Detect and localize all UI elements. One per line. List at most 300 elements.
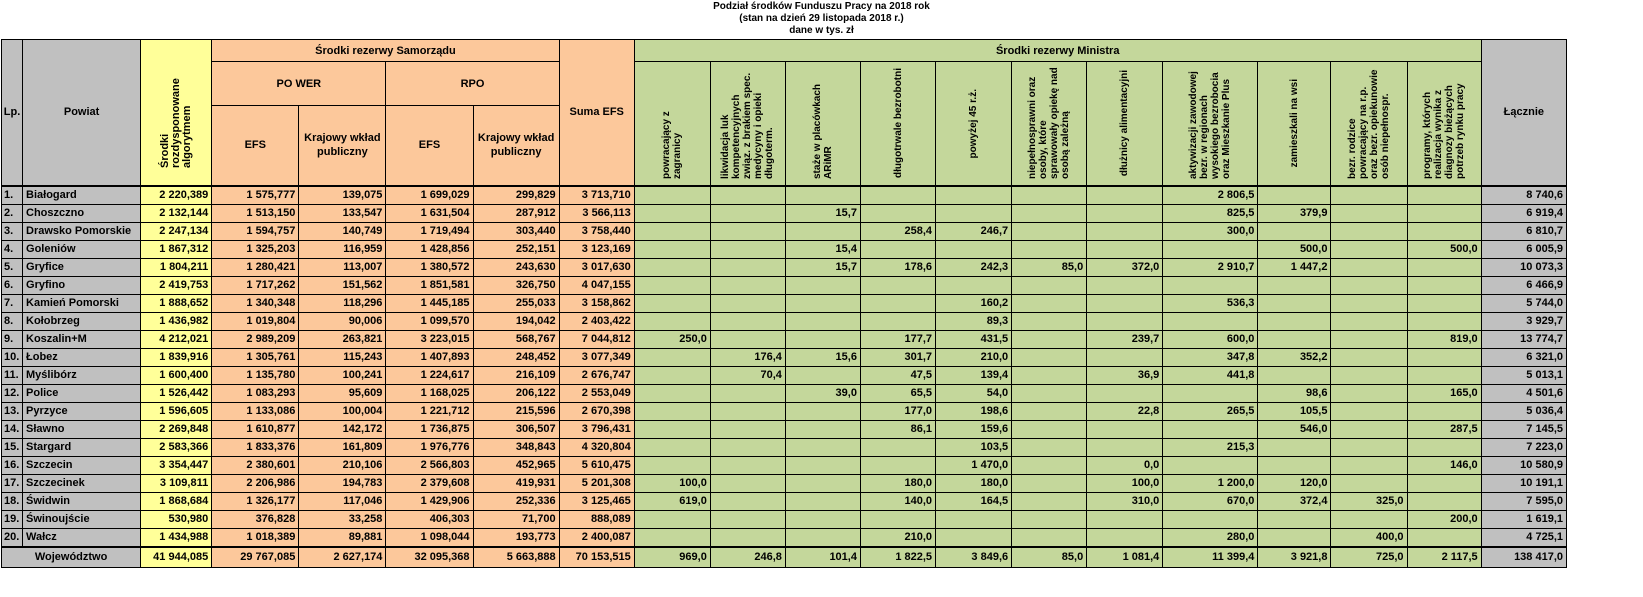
row-value <box>1407 348 1481 366</box>
table-row <box>2 258 1567 276</box>
row-lp: 7. <box>2 294 23 312</box>
row-value: 210,0 <box>860 528 935 547</box>
row-value: 242,3 <box>936 258 1012 276</box>
row-value: 246,7 <box>936 222 1012 240</box>
row-value <box>634 348 710 366</box>
row-value: 210,106 <box>299 456 386 474</box>
table-row <box>2 294 1567 312</box>
row-value: 4 212,021 <box>141 330 212 348</box>
total-value: 1 081,4 <box>1087 547 1163 568</box>
row-value: 1 428,856 <box>386 240 473 258</box>
row-value: 178,6 <box>860 258 935 276</box>
row-value <box>1163 240 1258 258</box>
table-row <box>2 474 1567 492</box>
row-value: 100,0 <box>634 474 710 492</box>
row-value: 6 321,0 <box>1481 348 1566 366</box>
row-value <box>1012 456 1087 474</box>
row-value <box>1087 276 1163 294</box>
header-rpo-efs: EFS <box>386 106 473 186</box>
table-row <box>2 492 1567 510</box>
row-value: 2 220,389 <box>141 186 212 205</box>
row-value: 1 600,400 <box>141 366 212 384</box>
row-value: 10 073,3 <box>1481 258 1566 276</box>
row-lp: 14. <box>2 420 23 438</box>
row-value: 165,0 <box>1407 384 1481 402</box>
row-powiat: Police <box>23 384 141 402</box>
row-value <box>1163 510 1258 528</box>
row-value <box>1087 240 1163 258</box>
row-value <box>1012 240 1087 258</box>
row-value <box>1012 438 1087 456</box>
header-m-long-term-unemployed: długotrwale bezrobotni <box>860 62 935 186</box>
row-value <box>634 276 710 294</box>
row-value: 164,5 <box>936 492 1012 510</box>
fund-allocation-table <box>1 39 1567 568</box>
row-value: 3 929,7 <box>1481 312 1566 330</box>
row-value: 265,5 <box>1163 402 1258 420</box>
row-value <box>1012 348 1087 366</box>
row-value <box>785 330 860 348</box>
row-value: 3 713,710 <box>559 186 634 205</box>
row-value <box>1407 222 1481 240</box>
row-value <box>1087 384 1163 402</box>
row-value: 5 201,308 <box>559 474 634 492</box>
row-value: 280,0 <box>1163 528 1258 547</box>
row-value <box>936 510 1012 528</box>
row-value: 406,303 <box>386 510 473 528</box>
row-value <box>1331 186 1407 205</box>
row-lp: 10. <box>2 348 23 366</box>
row-value: 1 326,177 <box>212 492 299 510</box>
row-value: 1 436,982 <box>141 312 212 330</box>
row-value <box>1012 312 1087 330</box>
row-powiat: Gryfino <box>23 276 141 294</box>
row-value: 2 400,087 <box>559 528 634 547</box>
row-value <box>785 456 860 474</box>
row-value: 2 132,144 <box>141 204 212 222</box>
total-value: 32 095,368 <box>386 547 473 568</box>
row-value: 193,773 <box>473 528 559 547</box>
row-value <box>710 492 785 510</box>
total-value: 11 399,4 <box>1163 547 1258 568</box>
row-value <box>785 222 860 240</box>
row-value: 2 670,398 <box>559 402 634 420</box>
row-value: 819,0 <box>1407 330 1481 348</box>
row-value: 1 445,185 <box>386 294 473 312</box>
total-value: 85,0 <box>1012 547 1087 568</box>
total-value: 725,0 <box>1331 547 1407 568</box>
row-value: 22,8 <box>1087 402 1163 420</box>
row-value: 5 610,475 <box>559 456 634 474</box>
row-value <box>1258 528 1331 547</box>
table-row <box>2 348 1567 366</box>
row-value: 306,507 <box>473 420 559 438</box>
row-value: 1 099,570 <box>386 312 473 330</box>
row-value: 6 466,9 <box>1481 276 1566 294</box>
row-value: 1 380,572 <box>386 258 473 276</box>
row-value <box>1407 438 1481 456</box>
row-value: 825,5 <box>1163 204 1258 222</box>
row-value: 115,243 <box>299 348 386 366</box>
header-algorithm: Środki rozdysponowane algorytmem <box>141 40 212 186</box>
row-value: 243,630 <box>473 258 559 276</box>
title-line-3: dane w tys. zł <box>789 25 854 36</box>
row-value: 1 610,877 <box>212 420 299 438</box>
header-m-competence-gaps: likwidacja luk kompetencyjnych związ. z brakiem spec. medycyny i opieki długoterm. <box>710 62 785 186</box>
row-value <box>1407 312 1481 330</box>
row-value <box>1331 438 1407 456</box>
header-m-parents-carers: bezr. rodzice powracający na r.p. oraz bezr. opiekunowie osób niepełnospr. <box>1331 62 1407 186</box>
row-value <box>1087 348 1163 366</box>
row-value: 546,0 <box>1258 420 1331 438</box>
row-value <box>1087 186 1163 205</box>
row-lp: 2. <box>2 204 23 222</box>
row-value <box>634 528 710 547</box>
row-value <box>1087 222 1163 240</box>
row-value: 120,0 <box>1258 474 1331 492</box>
row-value: 146,0 <box>1407 456 1481 474</box>
row-value: 3 077,349 <box>559 348 634 366</box>
row-value: 348,843 <box>473 438 559 456</box>
row-value <box>1407 204 1481 222</box>
row-value: 1 168,025 <box>386 384 473 402</box>
header-po-wer: PO WER <box>212 62 386 106</box>
header-lacznie: Łącznie <box>1481 40 1566 186</box>
total-value: 3 849,6 <box>936 547 1012 568</box>
row-value: 85,0 <box>1012 258 1087 276</box>
row-value: 5 013,1 <box>1481 366 1566 384</box>
row-value <box>785 492 860 510</box>
row-value: 252,336 <box>473 492 559 510</box>
row-value <box>634 186 710 205</box>
total-value: 138 417,0 <box>1481 547 1566 568</box>
row-value: 33,258 <box>299 510 386 528</box>
header-powerw-efs: EFS <box>212 106 299 186</box>
row-value <box>785 420 860 438</box>
row-value: 1 019,804 <box>212 312 299 330</box>
row-lp: 19. <box>2 510 23 528</box>
header-minister-reserve: Środki rezerwy Ministra <box>634 40 1481 62</box>
row-value <box>710 294 785 312</box>
row-powiat: Wałcz <box>23 528 141 547</box>
row-value: 1 098,044 <box>386 528 473 547</box>
row-powiat: Myślibórz <box>23 366 141 384</box>
total-value: 41 944,085 <box>141 547 212 568</box>
table-row <box>2 438 1567 456</box>
row-value: 3 109,811 <box>141 474 212 492</box>
row-value <box>785 510 860 528</box>
row-value <box>710 528 785 547</box>
row-value: 2 583,366 <box>141 438 212 456</box>
row-value: 2 380,601 <box>212 456 299 474</box>
row-lp: 16. <box>2 456 23 474</box>
table-body <box>2 186 1567 547</box>
row-value: 180,0 <box>936 474 1012 492</box>
total-value: 2 627,174 <box>299 547 386 568</box>
row-value: 252,151 <box>473 240 559 258</box>
row-value: 89,3 <box>936 312 1012 330</box>
header-m-labour-market-programs: programy, których realizacja wynika z diagnozy bieżących potrzeb rynku pracy <box>1407 62 1481 186</box>
row-value: 215,596 <box>473 402 559 420</box>
row-powiat: Kamień Pomorski <box>23 294 141 312</box>
row-value: 670,0 <box>1163 492 1258 510</box>
row-value: 4 725,1 <box>1481 528 1566 547</box>
row-lp: 4. <box>2 240 23 258</box>
row-value <box>1258 330 1331 348</box>
row-value: 287,912 <box>473 204 559 222</box>
row-value: 619,0 <box>634 492 710 510</box>
row-value <box>710 186 785 205</box>
total-label: Województwo <box>2 547 141 568</box>
row-value: 36,9 <box>1087 366 1163 384</box>
row-value: 118,296 <box>299 294 386 312</box>
row-value: 1 596,605 <box>141 402 212 420</box>
row-powiat: Sławno <box>23 420 141 438</box>
row-value: 86,1 <box>860 420 935 438</box>
total-value: 29 767,085 <box>212 547 299 568</box>
row-value: 600,0 <box>1163 330 1258 348</box>
row-value: 1 083,293 <box>212 384 299 402</box>
row-value: 250,0 <box>634 330 710 348</box>
row-value: 100,0 <box>1087 474 1163 492</box>
row-value: 2 806,5 <box>1163 186 1258 205</box>
row-value: 1 851,581 <box>386 276 473 294</box>
row-value <box>1087 528 1163 547</box>
row-value: 441,8 <box>1163 366 1258 384</box>
row-value: 255,033 <box>473 294 559 312</box>
row-value: 1 699,029 <box>386 186 473 205</box>
row-value: 98,6 <box>1258 384 1331 402</box>
header-m-alimony-debtors: dłużnicy alimentacyjni <box>1087 62 1163 186</box>
row-value <box>936 204 1012 222</box>
report-title <box>0 0 1643 39</box>
row-value <box>1331 402 1407 420</box>
row-value: 5 036,4 <box>1481 402 1566 420</box>
row-value <box>1258 294 1331 312</box>
row-powiat: Goleniów <box>23 240 141 258</box>
row-value <box>785 474 860 492</box>
row-value <box>1163 312 1258 330</box>
row-value <box>785 312 860 330</box>
row-value <box>785 366 860 384</box>
row-value: 7 145,5 <box>1481 420 1566 438</box>
row-value <box>1012 528 1087 547</box>
row-powiat: Białogard <box>23 186 141 205</box>
table-row <box>2 384 1567 402</box>
row-value <box>1163 276 1258 294</box>
row-value <box>1407 276 1481 294</box>
total-value: 5 663,888 <box>473 547 559 568</box>
row-value: 3 796,431 <box>559 420 634 438</box>
header-powerw-krajowy: Krajowy wkład publiczny <box>299 106 386 186</box>
row-value <box>1012 510 1087 528</box>
row-value: 536,3 <box>1163 294 1258 312</box>
row-value <box>1258 186 1331 205</box>
row-value <box>1331 258 1407 276</box>
row-value <box>1258 366 1331 384</box>
row-value <box>1087 312 1163 330</box>
row-value: 210,0 <box>936 348 1012 366</box>
row-value <box>785 438 860 456</box>
row-value <box>1258 456 1331 474</box>
row-value <box>634 510 710 528</box>
row-value <box>710 384 785 402</box>
row-powiat: Szczecinek <box>23 474 141 492</box>
row-value <box>710 330 785 348</box>
row-powiat: Kołobrzeg <box>23 312 141 330</box>
row-value: 90,006 <box>299 312 386 330</box>
row-value <box>634 420 710 438</box>
row-value: 372,4 <box>1258 492 1331 510</box>
header-rpo: RPO <box>386 62 559 106</box>
row-value: 4 047,155 <box>559 276 634 294</box>
row-value <box>860 510 935 528</box>
row-powiat: Choszczno <box>23 204 141 222</box>
row-lp: 17. <box>2 474 23 492</box>
row-value: 1 513,150 <box>212 204 299 222</box>
row-value: 0,0 <box>1087 456 1163 474</box>
row-value: 352,2 <box>1258 348 1331 366</box>
table-row <box>2 420 1567 438</box>
row-value: 2 206,986 <box>212 474 299 492</box>
row-value: 3 123,169 <box>559 240 634 258</box>
row-value <box>1012 330 1087 348</box>
row-value <box>1331 384 1407 402</box>
row-value <box>710 438 785 456</box>
row-value: 1 888,652 <box>141 294 212 312</box>
row-value: 1 340,348 <box>212 294 299 312</box>
row-powiat: Drawsko Pomorskie <box>23 222 141 240</box>
row-value: 1 867,312 <box>141 240 212 258</box>
row-value <box>1331 294 1407 312</box>
row-lp: 12. <box>2 384 23 402</box>
row-value <box>1407 186 1481 205</box>
row-value: 6 919,4 <box>1481 204 1566 222</box>
row-value: 113,007 <box>299 258 386 276</box>
row-value: 3 017,630 <box>559 258 634 276</box>
row-lp: 15. <box>2 438 23 456</box>
row-value <box>1407 366 1481 384</box>
row-value: 1 619,1 <box>1481 510 1566 528</box>
row-value <box>860 438 935 456</box>
header-m-over-45: powyżej 45 r.ż. <box>936 62 1012 186</box>
row-value <box>860 186 935 205</box>
table-row <box>2 276 1567 294</box>
row-value: 1 575,777 <box>212 186 299 205</box>
row-value: 419,931 <box>473 474 559 492</box>
row-value: 431,5 <box>936 330 1012 348</box>
row-value: 1 280,421 <box>212 258 299 276</box>
row-value: 2 553,049 <box>559 384 634 402</box>
row-value <box>710 204 785 222</box>
row-value <box>1012 474 1087 492</box>
table-row <box>2 366 1567 384</box>
row-value: 2 379,608 <box>386 474 473 492</box>
row-value: 4 501,6 <box>1481 384 1566 402</box>
header-m-returning-from-abroad: powracający z zagranicy <box>634 62 710 186</box>
row-value: 1 717,262 <box>212 276 299 294</box>
row-value: 500,0 <box>1258 240 1331 258</box>
table-row <box>2 312 1567 330</box>
row-value <box>710 510 785 528</box>
row-value: 7 223,0 <box>1481 438 1566 456</box>
row-value <box>936 528 1012 547</box>
row-value <box>1087 438 1163 456</box>
total-row <box>2 547 1567 568</box>
row-value <box>785 528 860 547</box>
row-value <box>1012 204 1087 222</box>
row-value: 299,829 <box>473 186 559 205</box>
row-value <box>1331 366 1407 384</box>
row-value: 70,4 <box>710 366 785 384</box>
row-value <box>710 258 785 276</box>
row-value: 139,4 <box>936 366 1012 384</box>
total-value: 2 117,5 <box>1407 547 1481 568</box>
row-value: 54,0 <box>936 384 1012 402</box>
row-value <box>710 240 785 258</box>
row-value: 6 005,9 <box>1481 240 1566 258</box>
row-lp: 5. <box>2 258 23 276</box>
row-value: 1 594,757 <box>212 222 299 240</box>
row-value <box>1407 402 1481 420</box>
row-value: 116,959 <box>299 240 386 258</box>
header-powiat: Powiat <box>23 40 141 186</box>
row-value <box>1012 384 1087 402</box>
row-value <box>1331 276 1407 294</box>
row-value <box>634 366 710 384</box>
row-value: 10 191,1 <box>1481 474 1566 492</box>
table-row <box>2 510 1567 528</box>
row-value: 4 320,804 <box>559 438 634 456</box>
row-value: 530,980 <box>141 510 212 528</box>
row-value <box>710 402 785 420</box>
row-value: 7 044,812 <box>559 330 634 348</box>
row-value: 180,0 <box>860 474 935 492</box>
row-value: 325,0 <box>1331 492 1407 510</box>
row-value: 159,6 <box>936 420 1012 438</box>
row-value <box>1163 420 1258 438</box>
row-value: 888,089 <box>559 510 634 528</box>
row-value: 3 566,113 <box>559 204 634 222</box>
row-value: 65,5 <box>860 384 935 402</box>
row-lp: 8. <box>2 312 23 330</box>
row-powiat: Stargard <box>23 438 141 456</box>
row-value: 2 247,134 <box>141 222 212 240</box>
row-value <box>1331 240 1407 258</box>
row-value: 452,965 <box>473 456 559 474</box>
row-powiat: Świdwin <box>23 492 141 510</box>
row-value: 15,7 <box>785 204 860 222</box>
header-m-high-unemployment-regions: aktywizacji zawodowej bezr. w regionach wysokiego bezrobocia oraz Mieszkanie Plus <box>1163 62 1258 186</box>
total-value: 1 822,5 <box>860 547 935 568</box>
header-m-rural-residents: zamieszkali na wsi <box>1258 62 1331 186</box>
row-value: 1 135,780 <box>212 366 299 384</box>
row-value: 248,452 <box>473 348 559 366</box>
row-value: 3 125,465 <box>559 492 634 510</box>
row-value <box>936 276 1012 294</box>
table-row <box>2 240 1567 258</box>
row-lp: 6. <box>2 276 23 294</box>
row-value <box>860 276 935 294</box>
row-value <box>860 294 935 312</box>
row-value: 117,046 <box>299 492 386 510</box>
row-value: 7 595,0 <box>1481 492 1566 510</box>
row-value: 177,7 <box>860 330 935 348</box>
row-value <box>1331 456 1407 474</box>
row-value <box>1407 474 1481 492</box>
table-row <box>2 402 1567 420</box>
row-lp: 20. <box>2 528 23 547</box>
